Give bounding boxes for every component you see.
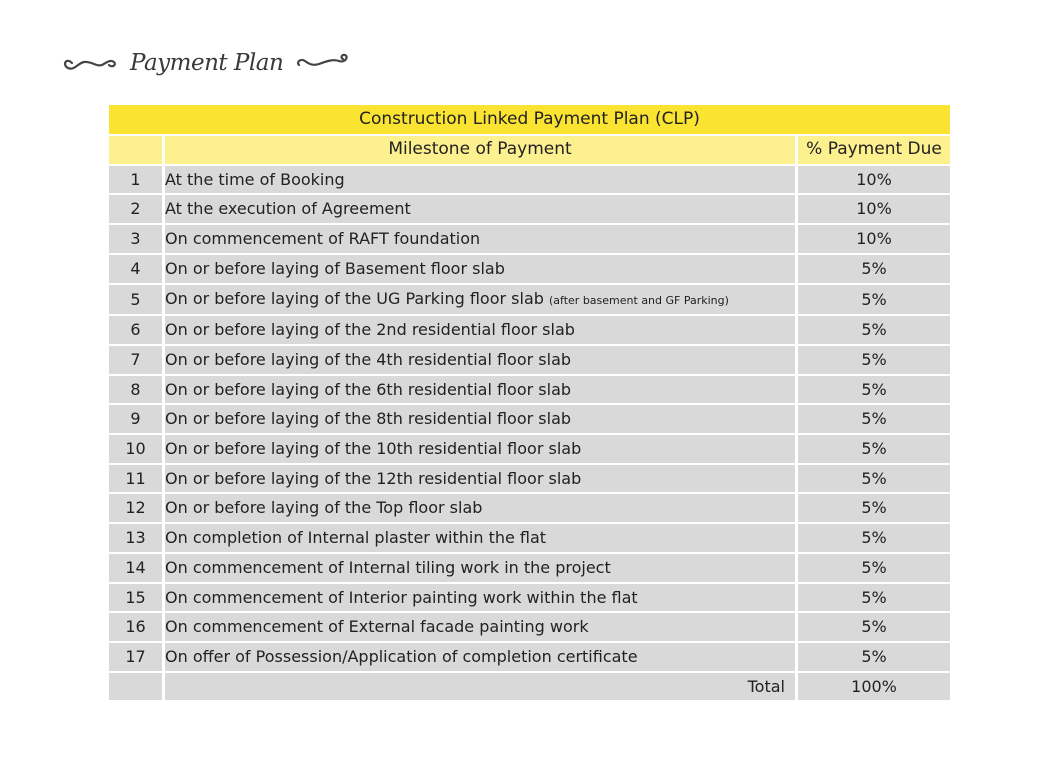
page-title: Payment Plan [130, 50, 284, 76]
table-title: Construction Linked Payment Plan (CLP) [109, 105, 950, 134]
milestone-cell [162, 554, 795, 582]
table-row [109, 494, 950, 522]
milestone-text: On or before laying of the 8th residential floor slab [165, 409, 572, 429]
milestone-cell [162, 225, 795, 253]
left-flourish-icon [62, 53, 120, 73]
table-row [109, 524, 950, 552]
row-number: 16 [109, 613, 162, 641]
table-row [109, 376, 950, 404]
payment-due-cell: 5% [795, 255, 950, 283]
payment-due-cell: 5% [795, 584, 950, 612]
milestone-text: On commencement of RAFT foundation [165, 229, 481, 249]
row-number: 4 [109, 255, 162, 283]
milestone-text: On commencement of Interior painting work within the flat [165, 587, 638, 607]
payment-due-cell: 5% [795, 346, 950, 374]
row-number: 9 [109, 405, 162, 433]
payment-plan-table [109, 103, 950, 702]
milestone-text: At the time of Booking [165, 169, 345, 189]
table-row [109, 195, 950, 223]
payment-due-cell: 5% [795, 554, 950, 582]
column-header-payment-due: % Payment Due [795, 136, 950, 164]
row-number: 14 [109, 554, 162, 582]
payment-due-cell: 5% [795, 285, 950, 315]
row-number: 3 [109, 225, 162, 253]
row-number: 15 [109, 584, 162, 612]
milestone-text: On or before laying of Basement floor slab [165, 258, 505, 278]
table-header-row [109, 136, 950, 164]
table-row [109, 554, 950, 582]
milestone-cell [162, 465, 795, 493]
table-title-row [109, 105, 950, 134]
total-spacer [109, 673, 162, 701]
milestone-text: On or before laying of the 6th residential floor slab [165, 379, 572, 399]
table-row [109, 643, 950, 671]
right-flourish-icon [293, 53, 351, 73]
payment-due-cell: 5% [795, 376, 950, 404]
row-number: 17 [109, 643, 162, 671]
payment-due-cell: 5% [795, 613, 950, 641]
milestone-cell [162, 435, 795, 463]
milestone-cell [162, 613, 795, 641]
payment-due-cell: 5% [795, 494, 950, 522]
milestone-cell [162, 643, 795, 671]
row-number: 6 [109, 316, 162, 344]
milestone-text: On offer of Possession/Application of completion certificate [165, 646, 638, 666]
milestone-text: On or before laying of the 4th residential floor slab [165, 349, 572, 369]
row-number: 5 [109, 285, 162, 315]
milestone-text: On commencement of External facade painting work [165, 617, 589, 637]
payment-due-cell: 10% [795, 166, 950, 194]
page-heading [62, 50, 351, 76]
payment-due-cell: 10% [795, 195, 950, 223]
table-row [109, 613, 950, 641]
row-number: 13 [109, 524, 162, 552]
column-header-number [109, 136, 162, 164]
total-value: 100% [795, 673, 950, 701]
payment-due-cell: 5% [795, 435, 950, 463]
total-row [109, 673, 950, 701]
table-row [109, 465, 950, 493]
milestone-text: At the execution of Agreement [165, 199, 411, 219]
table-row [109, 584, 950, 612]
milestone-cell [162, 346, 795, 374]
table-row [109, 255, 950, 283]
milestone-text: On commencement of Internal tiling work in the project [165, 557, 611, 577]
table-row [109, 346, 950, 374]
milestone-cell [162, 285, 795, 315]
table-row [109, 435, 950, 463]
row-number: 8 [109, 376, 162, 404]
payment-due-cell: 5% [795, 524, 950, 552]
milestone-cell [162, 255, 795, 283]
milestone-cell [162, 376, 795, 404]
milestone-cell [162, 494, 795, 522]
milestone-cell [162, 405, 795, 433]
payment-due-cell: 10% [795, 225, 950, 253]
milestone-text: On or before laying of the 12th residential floor slab [165, 468, 582, 488]
milestone-cell [162, 584, 795, 612]
milestone-note: (after basement and GF Parking) [549, 293, 729, 307]
row-number: 11 [109, 465, 162, 493]
payment-due-cell: 5% [795, 465, 950, 493]
payment-due-cell: 5% [795, 643, 950, 671]
payment-due-cell: 5% [795, 405, 950, 433]
total-label: Total [162, 673, 795, 701]
milestone-cell [162, 316, 795, 344]
table-row [109, 225, 950, 253]
row-number: 12 [109, 494, 162, 522]
table-row [109, 405, 950, 433]
milestone-text: On or before laying of the UG Parking floor slab [165, 288, 544, 308]
payment-due-cell: 5% [795, 316, 950, 344]
milestone-text: On completion of Internal plaster within the flat [165, 528, 547, 548]
row-number: 7 [109, 346, 162, 374]
milestone-text: On or before laying of the 2nd residential floor slab [165, 320, 575, 340]
column-header-milestone: Milestone of Payment [162, 136, 795, 164]
table-row [109, 285, 950, 315]
table-row [109, 166, 950, 194]
milestone-cell [162, 166, 795, 194]
table-row [109, 316, 950, 344]
row-number: 10 [109, 435, 162, 463]
milestone-text: On or before laying of the 10th residential floor slab [165, 439, 582, 459]
row-number: 2 [109, 195, 162, 223]
milestone-cell [162, 524, 795, 552]
milestone-cell [162, 195, 795, 223]
row-number: 1 [109, 166, 162, 194]
milestone-text: On or before laying of the Top floor slab [165, 498, 483, 518]
